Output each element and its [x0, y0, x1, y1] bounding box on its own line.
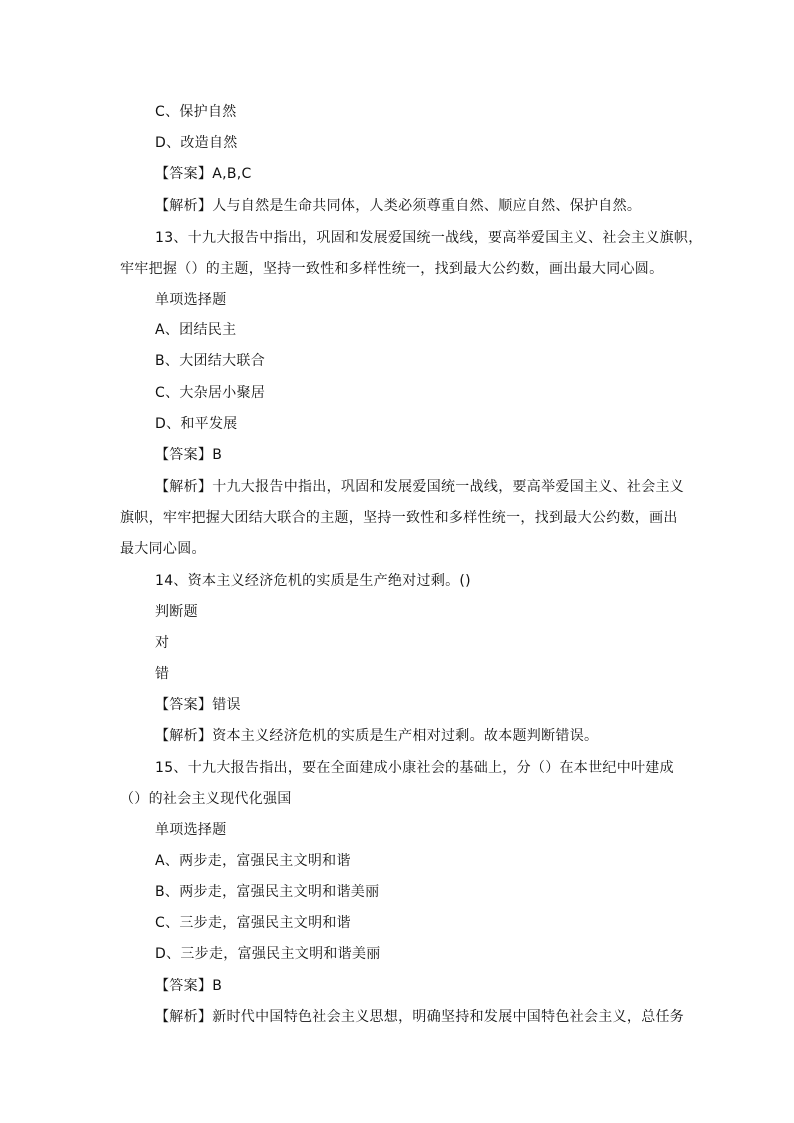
option-d-text: D、和平发展 [155, 416, 238, 432]
answer-text: 【答案】B [155, 447, 223, 463]
explanation-text: 【解析】人与自然是生命共同体，人类必须尊重自然、顺应自然、保护自然。 [155, 198, 642, 214]
option-c-text: C、保护自然 [155, 104, 237, 120]
question-type: 判断题 [155, 604, 198, 620]
question-type: 单项选择题 [155, 822, 227, 838]
question-15-text-cont: （）的社会主义现代化强国 [120, 791, 292, 807]
question-15-text: 15、十九大报告指出，要在全面建成小康社会的基础上，分（）在本世纪中叶建成 [155, 760, 674, 776]
answer-text: 【答案】A,B,C [155, 166, 252, 182]
option-c-text: C、大杂居小聚居 [155, 385, 266, 401]
question-type: 单项选择题 [155, 292, 227, 308]
explanation-text: 【解析】十九大报告中指出，巩固和发展爱国统一战线，要高举爱国主义、社会主义 [155, 479, 685, 495]
option-false-text: 错 [155, 666, 170, 682]
option-a-text: A、两步走，富强民主文明和谐 [155, 853, 351, 869]
answer-text: 【答案】B [155, 978, 223, 994]
explanation-text: 【解析】新时代中国特色社会主义思想，明确坚持和发展中国特色社会主义，总任务 [155, 1009, 685, 1025]
option-true-text: 对 [155, 635, 170, 651]
option-a-text: A、团结民主 [155, 322, 237, 338]
question-14-text: 14、资本主义经济危机的实质是生产绝对过剩。() [155, 573, 471, 589]
explanation-text-cont: 最大同心圆。 [120, 541, 206, 557]
question-13-text: 13、十九大报告中指出，巩固和发展爱国统一战线，要高举爱国主义、社会主义旗帜， [155, 230, 703, 246]
option-b-text: B、大团结大联合 [155, 353, 266, 369]
option-d-text: D、改造自然 [155, 135, 238, 151]
option-c-text: C、三步走，富强民主文明和谐 [155, 915, 351, 931]
explanation-text: 【解析】资本主义经济危机的实质是生产相对过剩。故本题判断错误。 [155, 728, 599, 744]
explanation-text-cont: 旗帜，牢牢把握大团结大联合的主题，坚持一致性和多样性统一，找到最大公约数，画出 [120, 510, 678, 526]
option-b-text: B、两步走，富强民主文明和谐美丽 [155, 884, 380, 900]
option-d-text: D、三步走，富强民主文明和谐美丽 [155, 946, 381, 962]
question-13-text-cont: 牢牢把握（）的主题，坚持一致性和多样性统一，找到最大公约数，画出最大同心圆。 [120, 261, 664, 277]
answer-text: 【答案】错误 [155, 697, 241, 713]
